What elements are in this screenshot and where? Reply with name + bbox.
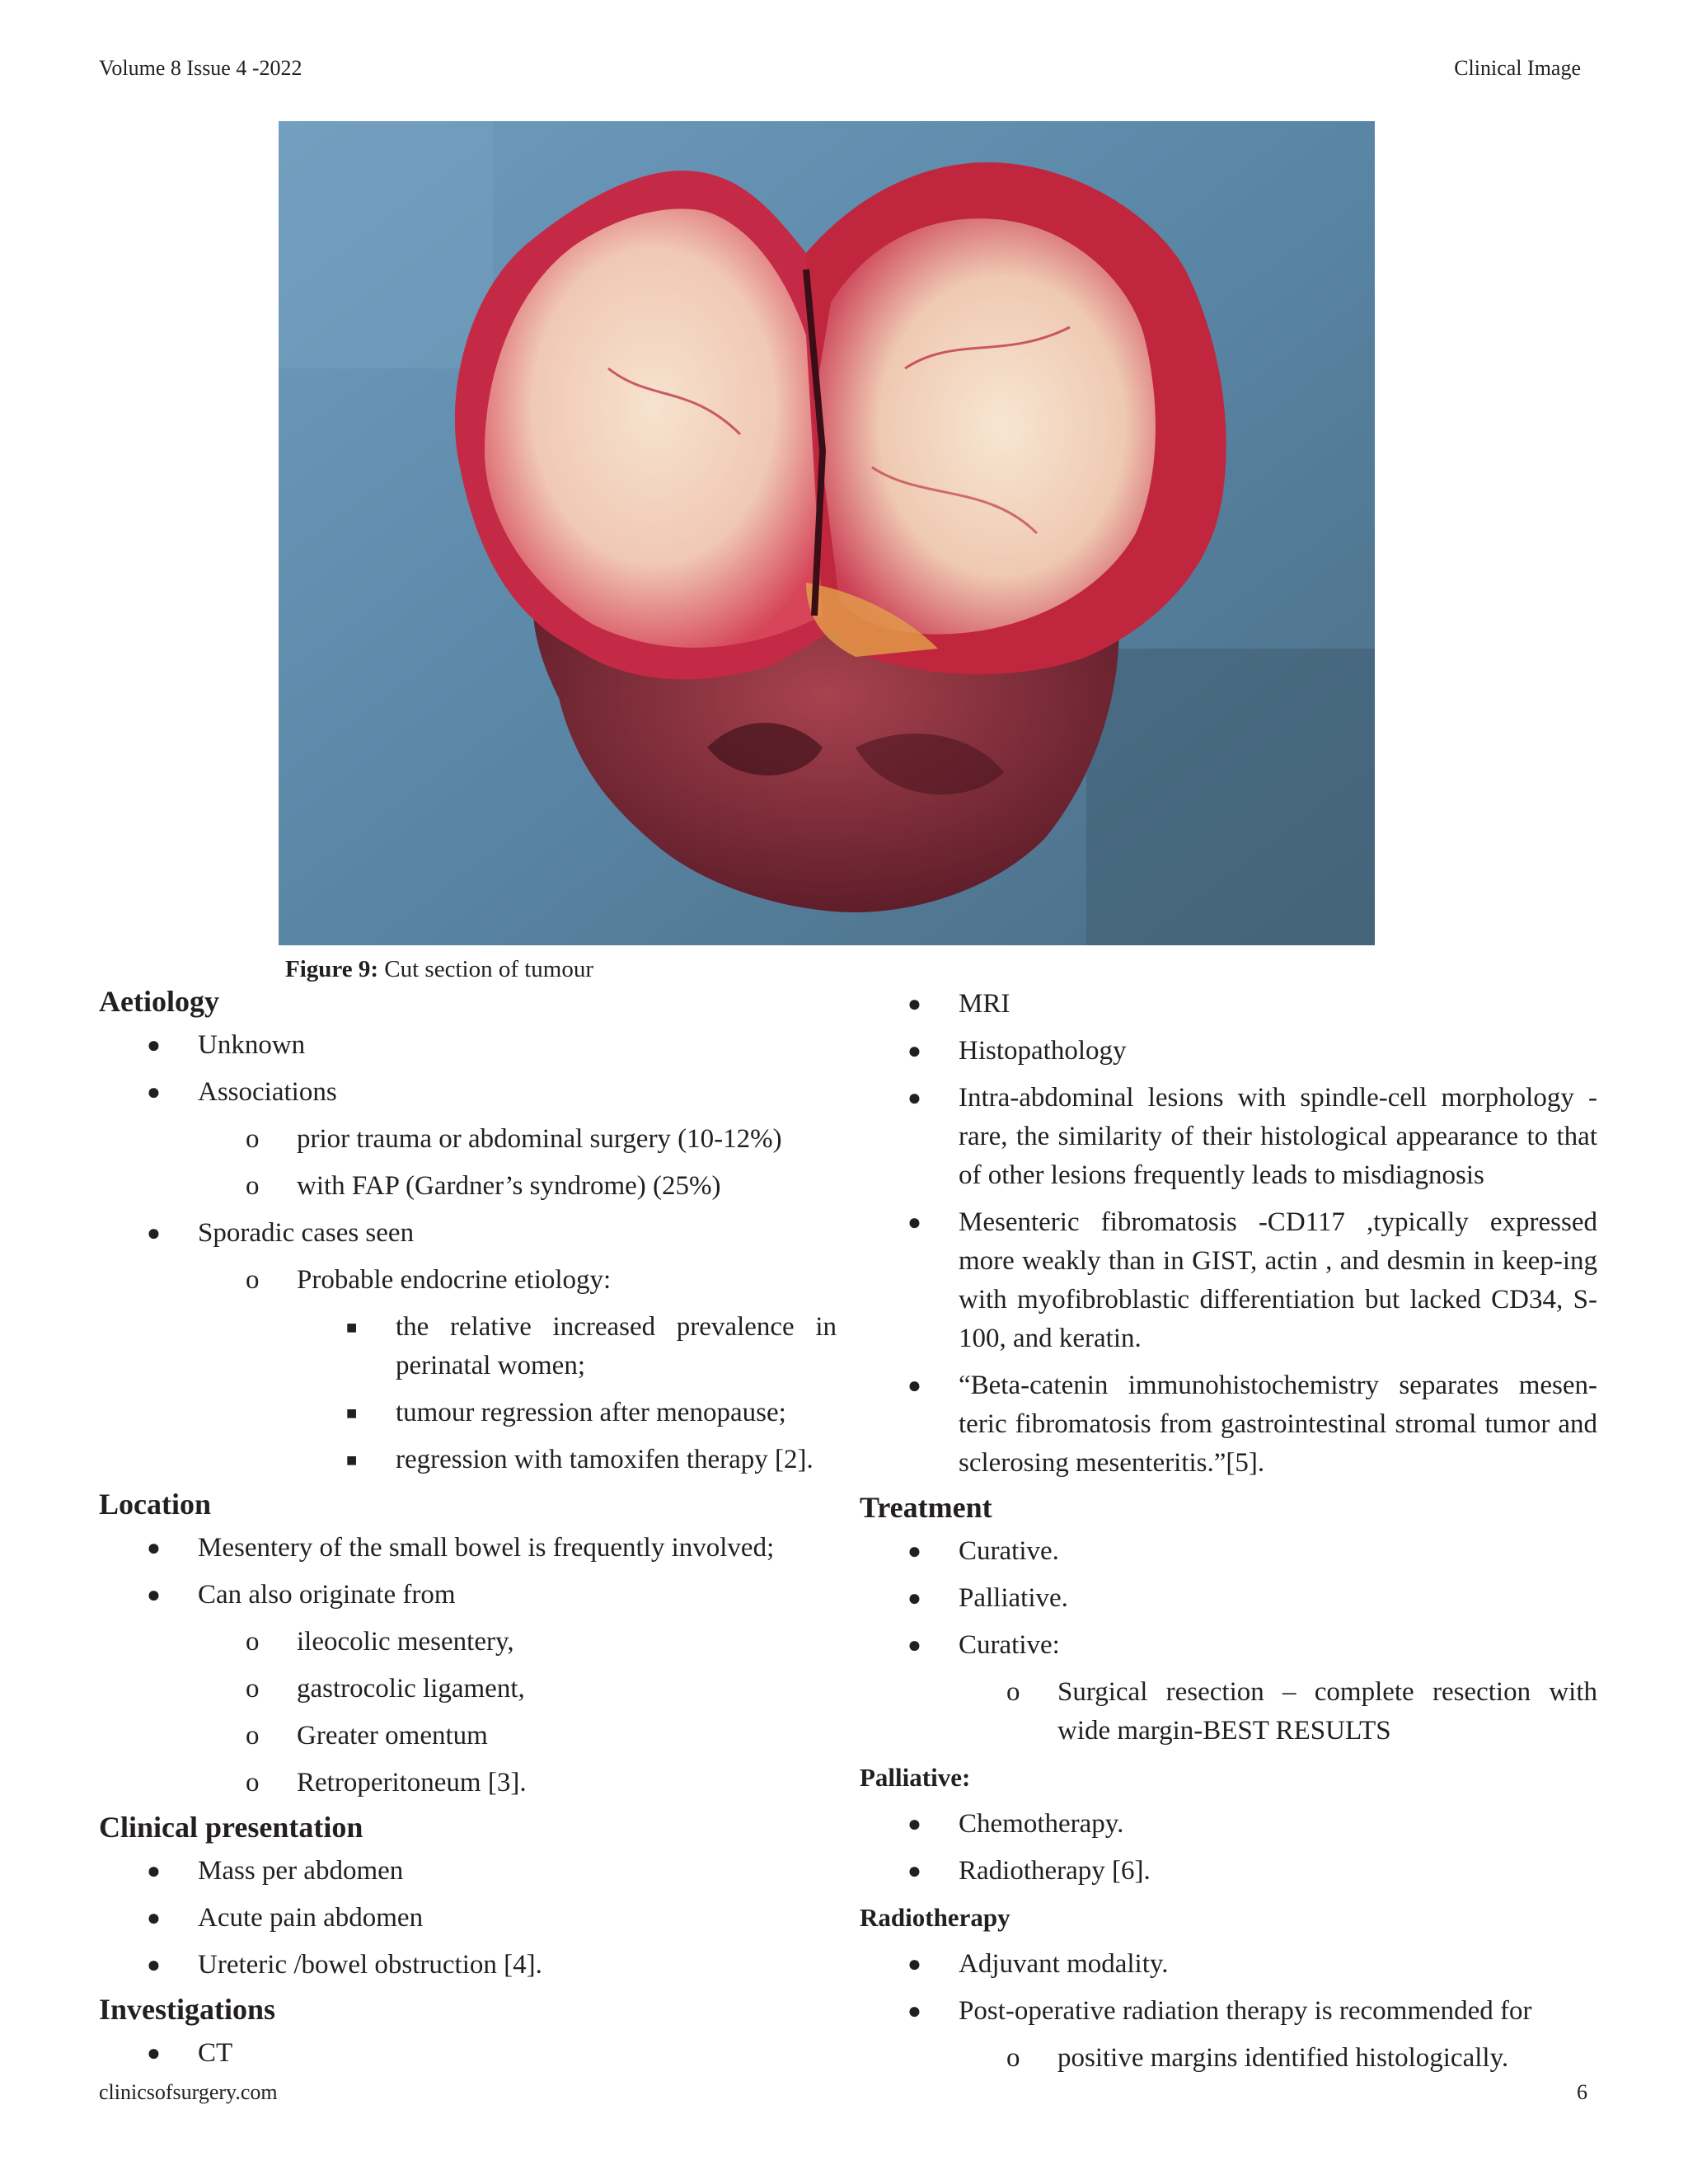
bullet-marker: ● (907, 1586, 921, 1611)
list-item (99, 1390, 837, 1436)
list-item-text: Palliative. (959, 1583, 1068, 1613)
bullet-marker: ● (147, 1535, 161, 1561)
list-item-text: Chemotherapy. (959, 1809, 1124, 1839)
bullet-list (860, 1941, 1597, 2082)
list-item-text: regression with tamoxifen therapy [2]. (396, 1445, 814, 1474)
list-item (99, 1069, 837, 1116)
list-item (860, 1362, 1597, 1487)
bullet-marker: ● (907, 991, 921, 1017)
figure-9-photo (279, 121, 1375, 945)
section-heading: Treatment (860, 1491, 992, 1524)
list-item (860, 1199, 1597, 1362)
bullet-marker: ■ (346, 1450, 358, 1470)
list-item (860, 1669, 1597, 1755)
footer-site: clinicsofsurgery.com (99, 2080, 278, 2104)
list-item (860, 981, 1597, 1028)
subsection-heading: Palliative: (860, 1763, 971, 1792)
list-item-text: Curative: (959, 1630, 1060, 1660)
bullet-marker: ■ (346, 1317, 358, 1338)
list-item (860, 1848, 1597, 1895)
bullet-marker: o (246, 1627, 260, 1657)
bullet-marker: ● (147, 1080, 161, 1105)
list-item-text: Acute pain abdomen (198, 1903, 424, 1933)
list-item (860, 1941, 1597, 1988)
list-item-text: Surgical resection – complete resection with wide margin-BEST RESULTS (1057, 1677, 1597, 1746)
bullet-marker: ● (147, 2041, 161, 2066)
list-item-text: Retroperitoneum [3]. (297, 1768, 527, 1797)
bullet-marker: ● (907, 1858, 921, 1884)
bullet-marker: ● (907, 1539, 921, 1564)
bullet-marker: o (246, 1674, 260, 1704)
bullet-marker: ● (147, 1858, 161, 1884)
bullet-marker: ● (147, 1582, 161, 1608)
list-item-text: the relative increased prevalence in perinatal women; (396, 1312, 837, 1380)
bullet-marker: o (246, 1768, 260, 1797)
figure-caption-text: Cut section of tumour (384, 956, 594, 982)
section-heading: Clinical presentation (99, 1811, 363, 1844)
list-item (99, 1210, 837, 1257)
bullet-marker: ● (907, 1085, 921, 1111)
list-item-text: prior trauma or abdominal surgery (10-12%) (297, 1124, 782, 1154)
bullet-list (99, 2030, 837, 2077)
bullet-marker: ● (147, 1905, 161, 1931)
bullet-marker: o (246, 1721, 260, 1750)
list-item-text: with FAP (Gardner’s syndrome) (25%) (297, 1171, 721, 1201)
bullet-marker: ● (907, 1038, 921, 1064)
bullet-marker: o (246, 1265, 260, 1295)
list-item-text: Curative. (959, 1536, 1059, 1566)
list-item (860, 1988, 1597, 2035)
bullet-list (99, 1022, 837, 1483)
list-item-text: Can also originate from (198, 1580, 456, 1610)
list-item (99, 1257, 837, 1304)
bullet-marker: o (246, 1171, 260, 1201)
bullet-marker: ● (907, 1633, 921, 1658)
running-header-volume: Volume 8 Issue 4 -2022 (99, 56, 302, 80)
subsection-heading: Radiotherapy (860, 1903, 1010, 1932)
list-item (99, 1022, 837, 1069)
list-item-text: Mass per abdomen (198, 1856, 404, 1886)
list-item (99, 1895, 837, 1942)
list-item-text: CT (198, 2038, 233, 2068)
list-item (860, 1028, 1597, 1075)
bullet-marker: ● (907, 1999, 921, 2024)
list-item-text: Ureteric /bowel obstruction [4]. (198, 1950, 542, 1980)
list-item (99, 1848, 837, 1895)
bullet-list (99, 1525, 837, 1807)
list-item-text: Radiotherapy [6]. (959, 1856, 1151, 1886)
figure-label: Figure 9: (285, 956, 379, 982)
bullet-marker: ● (907, 1373, 921, 1399)
list-item-text: MRI (959, 989, 1010, 1019)
list-item (99, 1116, 837, 1163)
list-item (99, 1760, 837, 1807)
list-item (860, 1075, 1597, 1199)
list-item (99, 1163, 837, 1210)
left-column (99, 981, 837, 2077)
section-heading: Aetiology (99, 985, 219, 1018)
running-header-section: Clinical Image (1454, 56, 1581, 80)
bullet-list (860, 1801, 1597, 1895)
list-item (99, 2030, 837, 2077)
list-item-text: Mesentery of the small bowel is frequently involved; (198, 1533, 775, 1563)
list-item-text: tumour regression after menopause; (396, 1398, 786, 1427)
bullet-list (99, 1848, 837, 1989)
bullet-marker: ● (907, 1811, 921, 1837)
bullet-list (860, 981, 1597, 1487)
bullet-marker: ● (147, 1952, 161, 1978)
bullet-marker: o (1006, 1677, 1020, 1707)
list-item (99, 1436, 837, 1483)
list-item-text: Mesenteric fibromatosis -CD117 ,typically expressed more weakly than in GIST, actin , and desmin in keep-ing with myofibroblastic differentiation but lacked CD34, S-100, and keratin. (959, 1207, 1597, 1353)
list-item (860, 1528, 1597, 1575)
right-column (860, 981, 1597, 2082)
list-item-text: gastrocolic ligament, (297, 1674, 525, 1704)
list-item (99, 1619, 837, 1666)
bullet-marker: ● (907, 1952, 921, 1977)
bullet-marker: ● (907, 1210, 921, 1235)
bullet-list (860, 1528, 1597, 1755)
list-item (99, 1666, 837, 1713)
bullet-marker: ■ (346, 1403, 358, 1423)
list-item (99, 1525, 837, 1572)
list-item (99, 1713, 837, 1760)
list-item-text: Intra-abdominal lesions with spindle-cell morphology -rare, the similarity of their histological appearance to that of other lesions frequently leads to misdiagnosis (959, 1083, 1597, 1190)
bullet-marker: ● (147, 1033, 161, 1058)
list-item (860, 2035, 1597, 2082)
list-item-text: Unknown (198, 1030, 306, 1060)
list-item-text: Adjuvant modality. (959, 1949, 1169, 1979)
bullet-marker: ● (147, 1221, 161, 1246)
list-item-text: Associations (198, 1077, 337, 1107)
list-item (99, 1942, 837, 1989)
list-item-text: ileocolic mesentery, (297, 1627, 514, 1657)
list-item (860, 1575, 1597, 1622)
list-item-text: Histopathology (959, 1036, 1127, 1066)
figure-caption (285, 956, 593, 983)
list-item-text: Probable endocrine etiology: (297, 1265, 612, 1295)
list-item (860, 1622, 1597, 1669)
list-item-text: Greater omentum (297, 1721, 488, 1750)
list-item-text: “Beta-catenin immunohistochemistry separates mesen-teric fibromatosis from gastrointestinal stromal tumor and sclerosing mesenteritis.”[5]. (959, 1371, 1597, 1478)
list-item (99, 1572, 837, 1619)
list-item-text: Post-operative radiation therapy is recommended for (959, 1996, 1532, 2026)
bullet-marker: o (246, 1124, 260, 1154)
list-item-text: positive margins identified histologically. (1057, 2043, 1509, 2073)
bullet-marker: o (1006, 2043, 1020, 2073)
list-item-text: Sporadic cases seen (198, 1218, 415, 1248)
section-heading: Location (99, 1488, 212, 1521)
list-item (860, 1801, 1597, 1848)
section-heading: Investigations (99, 1993, 276, 2026)
page-number: 6 (1577, 2080, 1587, 2104)
list-item (99, 1304, 837, 1390)
